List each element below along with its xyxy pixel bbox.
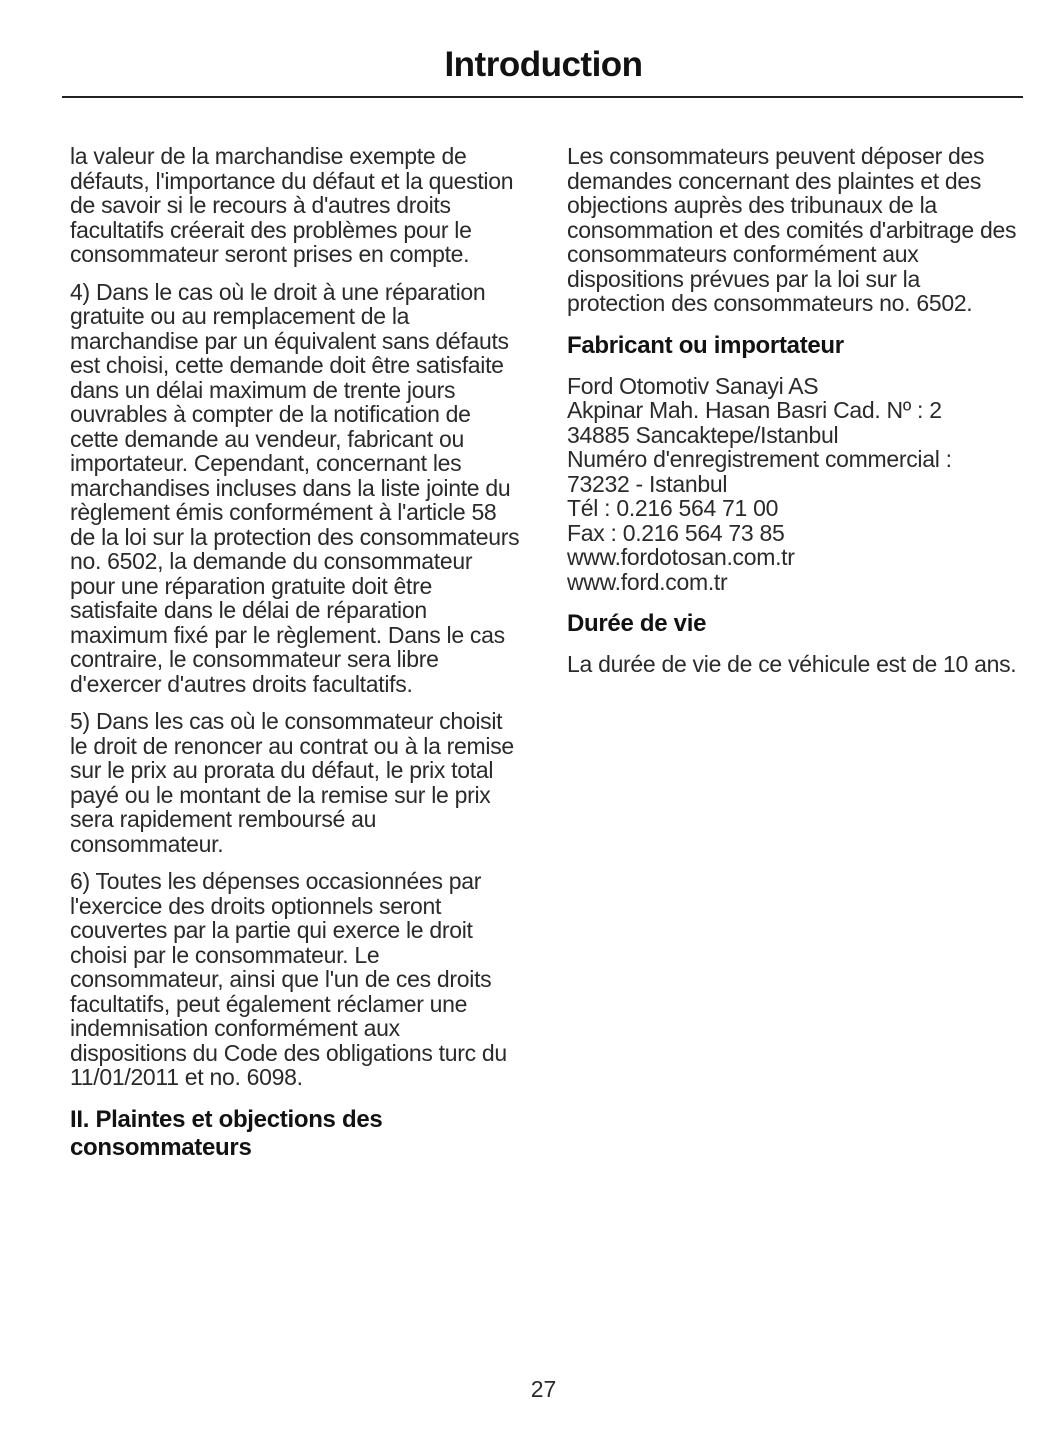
page-footer bbox=[70, 1376, 1017, 1402]
address-line: 73232 - Istanbul bbox=[567, 470, 728, 497]
complaints-heading: II. Plaintes et objections des consommateurs bbox=[70, 1105, 383, 1161]
page-header bbox=[0, 46, 1055, 98]
lifetime-paragraph: La durée de vie de ce véhicule est de 10 ans. bbox=[567, 651, 1017, 677]
address-line: Tél : 0.216 564 71 00 bbox=[567, 495, 779, 521]
left-column bbox=[70, 144, 520, 1176]
right-column bbox=[567, 144, 1017, 1176]
address-line: Fax : 0.216 564 73 85 bbox=[567, 519, 785, 546]
address-line: www.fordotosan.com.tr bbox=[567, 544, 795, 570]
address-line: 34885 Sancaktepe/Istanbul bbox=[567, 421, 839, 448]
paragraph: la valeur de la marchandise exempte de défauts, l'importance du défaut et la question de savoir si le recours à d'autres droits facultatifs créerait des problèmes pour le consommateur seront prises en compte. bbox=[70, 143, 514, 267]
header-divider bbox=[62, 96, 1023, 98]
content-columns bbox=[0, 144, 1055, 1176]
paragraph: 6) Toutes les dépenses occasionnées par l'exercice des droits optionnels seront couvertes par la partie qui exerce le droit choisi par le consommateur. Le consommateur, ainsi que l'un de ces droits facultatifs, peut également réclamer une indemnisation conformément aux dispositions du Code des obligations turc du 11/01/2011 et no. 6098. bbox=[70, 868, 507, 1090]
paragraph: 4) Dans le cas où le droit à une réparation gratuite ou au remplacement de la marchandise par un équivalent sans défauts est choisi, cette demande doit être satisfaite dans un délai maximum de trente jours ouvrables à compter de la notification de cette demande au vendeur, fabricant ou importateur. Cependant, concernant les marchandises incluses dans la liste jointe du règlement émis conformément à l'article 58 de la loi sur la protection des consommateurs no. 6502, la demande du consommateur pour une réparation gratuite doit être satisfaite dans le délai de réparation maximum fixé par le règlement. Dans le cas contraire, le consommateur sera libre d'exercer d'autres droits facultatifs. bbox=[70, 278, 520, 697]
address-line: Numéro d'enregistrement commercial : bbox=[567, 446, 952, 472]
manufacturer-heading: Fabricant ou importateur bbox=[567, 331, 844, 359]
address-line: www.ford.com.tr bbox=[567, 568, 728, 595]
manufacturer-address bbox=[567, 374, 1017, 595]
page-title: Introduction bbox=[444, 45, 643, 84]
paragraph: 5) Dans les cas où le consommateur choisit le droit de renoncer au contrat ou à la remise sur le prix au prorata du défaut, le prix total payé ou le montant de la remise sur le prix sera rapidement remboursé au consommateur. bbox=[70, 708, 514, 857]
page-number: 27 bbox=[530, 1376, 557, 1402]
lifetime-heading: Durée de vie bbox=[567, 610, 707, 637]
address-line: Ford Otomotiv Sanayi AS bbox=[567, 372, 819, 399]
paragraph: Les consommateurs peuvent déposer des demandes concernant des plaintes et des objections auprès des tribunaux de la consommation et des comités d'arbitrage des consommateurs conformément aux dispositions prévues par la loi sur la protection des consommateurs no. 6502. bbox=[567, 143, 1017, 316]
address-line: Akpinar Mah. Hasan Basri Cad. Nº : 2 bbox=[567, 397, 942, 423]
